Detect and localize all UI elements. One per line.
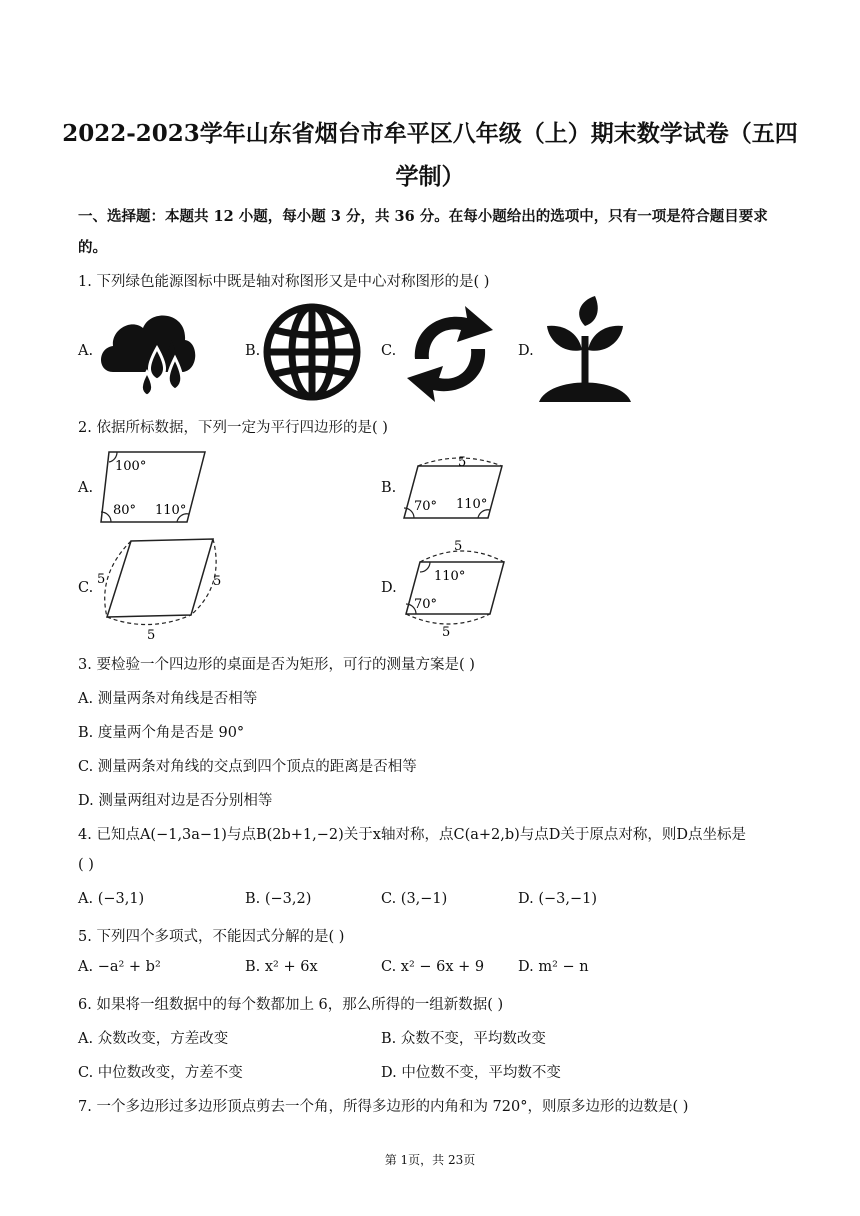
- q4-option-b: B. (−3,2): [245, 891, 312, 907]
- question-4-stem-cont: ( ): [78, 857, 94, 873]
- q3-option-b: B. 度量两个角是否是 90°: [78, 725, 245, 741]
- q4-option-d: D. (−3,−1): [518, 891, 597, 907]
- q2-a-quadrilateral: [95, 448, 215, 528]
- q2-c-quadrilateral: [95, 535, 230, 643]
- q2-b-angle-70: 70°: [414, 499, 438, 514]
- q1-option-d-label: D.: [518, 343, 534, 359]
- q3-option-a: A. 测量两条对角线是否相等: [78, 691, 258, 707]
- q2-d-side-top: 5: [454, 539, 463, 554]
- q2-option-d-label: D.: [381, 580, 397, 596]
- q2-a-angle-100: 100°: [115, 459, 147, 474]
- question-1-stem: 1. 下列绿色能源图标中既是轴对称图形又是中心对称图形的是( ): [78, 274, 490, 290]
- globe-icon: [262, 302, 362, 402]
- q6-option-a: A. 众数改变，方差改变: [78, 1031, 229, 1047]
- q2-b-quadrilateral: [398, 448, 508, 524]
- question-4-stem: 4. 已知点A(−1,3a−1)与点B(2b+1,−2)关于x轴对称，点C(a+2,b)与点D关于原点对称，则D点坐标是: [78, 827, 747, 843]
- q2-option-a-label: A.: [78, 480, 94, 496]
- q4-option-a: A. (−3,1): [78, 891, 145, 907]
- exam-title-line1: 2022-2023学年山东省烟台市牟平区八年级（上）期末数学试卷（五四: [62, 120, 798, 147]
- q5-option-d: D. m² − n: [518, 959, 589, 975]
- q4-option-c: C. (3,−1): [381, 891, 448, 907]
- q3-option-d: D. 测量两组对边是否分别相等: [78, 793, 273, 809]
- q1-option-a-label: A.: [78, 343, 94, 359]
- question-3-stem: 3. 要检验一个四边形的桌面是否为矩形，可行的测量方案是( ): [78, 657, 475, 673]
- q2-d-angle-110: 110°: [434, 569, 466, 584]
- q1-option-b-label: B.: [245, 343, 261, 359]
- q2-c-side-bottom: 5: [147, 628, 156, 643]
- q2-b-angle-110: 110°: [456, 497, 488, 512]
- q2-a-angle-80: 80°: [113, 503, 137, 518]
- page-footer: 第 1页，共 23页: [384, 1153, 476, 1167]
- q2-b-side-5: 5: [458, 455, 467, 470]
- section-heading: 一、选择题：本题共 12 小题，每小题 3 分，共 36 分。在每小题给出的选项中，只有一项是符合题目要求: [78, 208, 768, 225]
- q2-c-side-left: 5: [97, 572, 106, 587]
- question-2-stem: 2. 依据所标数据，下列一定为平行四边形的是( ): [78, 420, 388, 436]
- q2-d-side-bottom: 5: [442, 625, 451, 640]
- question-6-stem: 6. 如果将一组数据中的每个数都加上 6，那么所得的一组新数据( ): [78, 997, 504, 1013]
- q6-option-c: C. 中位数改变，方差不变: [78, 1065, 243, 1081]
- q2-option-b-label: B.: [381, 480, 397, 496]
- q2-option-c-label: C.: [78, 580, 94, 596]
- q2-c-side-right: 5: [213, 574, 222, 589]
- section-heading-cont: 的。: [78, 239, 107, 256]
- exam-title-line2: 学制）: [395, 163, 465, 190]
- question-7-stem: 7. 一个多边形过多边形顶点剪去一个角，所得多边形的内角和为 720°，则原多边形的边数是( ): [78, 1099, 689, 1115]
- q2-d-quadrilateral: [398, 536, 510, 642]
- sprout-icon: [535, 296, 635, 406]
- question-5-stem: 5. 下列四个多项式，不能因式分解的是( ): [78, 929, 345, 945]
- q5-option-c: C. x² − 6x + 9: [381, 959, 485, 975]
- q3-option-c: C. 测量两条对角线的交点到四个顶点的距离是否相等: [78, 759, 417, 775]
- cloud-rain-icon: [95, 300, 200, 400]
- q5-option-a: A. −a² + b²: [78, 959, 161, 975]
- q6-option-d: D. 中位数不变，平均数不变: [381, 1065, 561, 1081]
- q5-option-b: B. x² + 6x: [245, 959, 318, 975]
- q2-d-angle-70: 70°: [414, 597, 438, 612]
- q1-option-c-label: C.: [381, 343, 397, 359]
- q2-a-angle-110: 110°: [155, 503, 187, 518]
- q6-option-b: B. 众数不变，平均数改变: [381, 1031, 546, 1047]
- recycle-arrows-icon: [395, 304, 505, 404]
